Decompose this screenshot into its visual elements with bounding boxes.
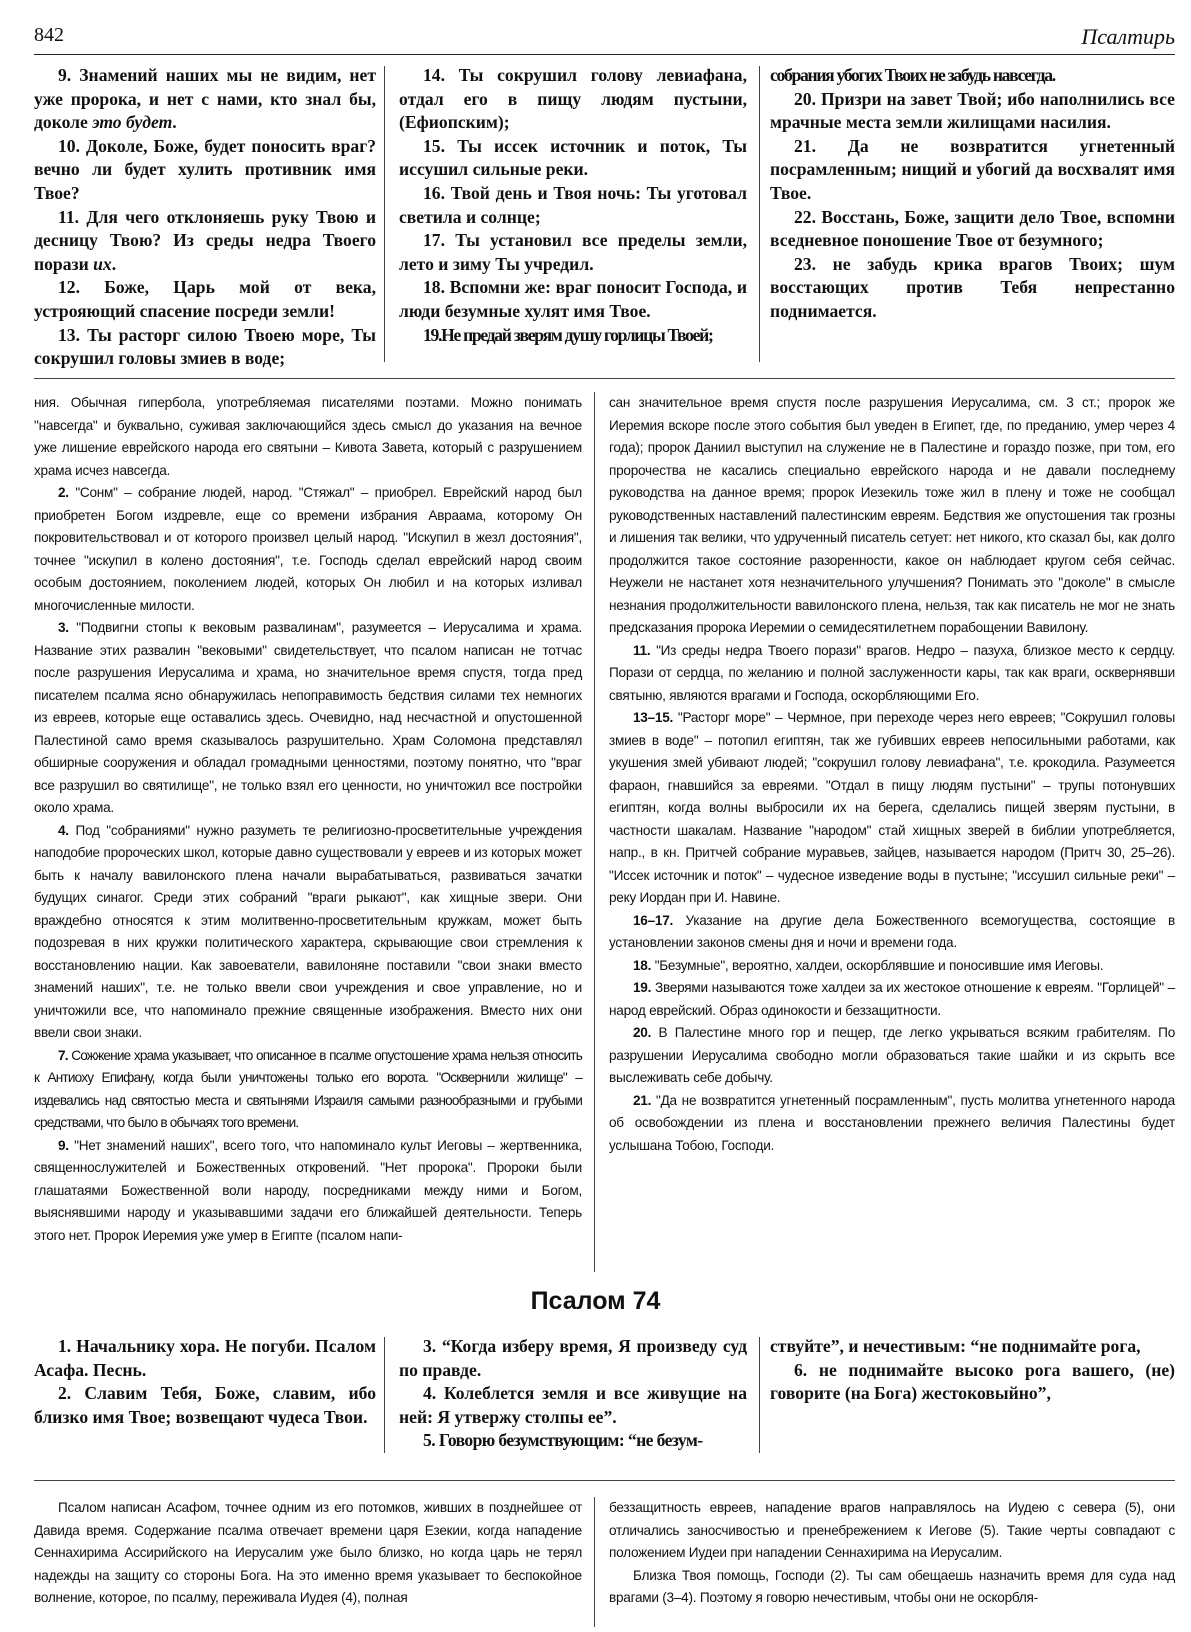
verse-column-1 xyxy=(34,64,384,369)
verse-column-2 xyxy=(385,1335,759,1455)
psalm-title: Псалом 74 xyxy=(530,1287,661,1315)
verse: 4. Колеблется земля и все живущие на ней: Я утвержу столпы ее”. xyxy=(399,1383,747,1427)
commentary-column-right xyxy=(595,392,1175,1272)
verse: 20. Призри на завет Твой; ибо наполнились все мрачные места земли жилищами насилия. xyxy=(770,88,1175,133)
section-divider xyxy=(34,378,1175,379)
psalm73-verses xyxy=(34,64,1176,369)
commentary-paragraph: 13–15. "Расторг море" – Чермное, при переходе через него евреев; "Сокрушил головы змиев в воде" – потопил египтян, так же губивших евреев непосильными работами, как укушения змей убивают людей; "сокрушил голову левиафана", т.е. крокодила. Разумеется фараон, гнавшийся за евреями. "Отдал в пищу людям пустыни" – трупы потонувших египтян, когда волны выбросили их на берега, сделались пищей зверям пустыни, в частности шакалам. Название "народом" стай хищных зверей в библии употребляется, напр., в кн. Притчей собрание муравьев, зайцев, называется народом (Притч 30, 25–26). "Иссек источник и поток" – чудесное изведение воды в пустыне; "иссушил сильные реки" – реку Иордан при И. Навине. xyxy=(609,710,1175,905)
verse: 23. не забудь крика врагов Твоих; шум восстающих против Тебя непрестанно поднимается. xyxy=(770,253,1175,321)
commentary-column-right xyxy=(595,1497,1175,1627)
commentary-paragraph: Псалом написан Асафом, точнее одним из его потомков, живших в позднейшее от Давида время. Содержание псалма отвечает времени царя Езекии, когда нападение Сеннахирима Ассирийского на Иерусалим уже было близко, но когда царь не терял надежды на защиту со стороны Бога. На это именно время указывает то беспокойное волнение, которое, по псалму, переживала Иудея (4), полная xyxy=(34,1500,582,1605)
verse-column-1 xyxy=(34,1335,384,1455)
verse: 11. Для чего отклоняешь руку Твою и десницу Твою? Из среды недра Твоего порази их. xyxy=(34,206,376,274)
commentary-paragraph: 2. "Сонм" – собрание людей, народ. "Стяжал" – приобрел. Еврейский народ был приобретен Богом издревле, еще со времени избрания Авраама, которому Он покровительствовал и от которого произвел целый народ. "Искупил в жезл достояния", точнее "искупил в колено достояния", т.е. Господь сделал еврейский народ своим особым достоянием, поколением людей, которых Он любил и на которых изливал многочисленные милости. xyxy=(34,485,582,613)
verse: 9. Знамений наших мы не видим, нет уже пророка, и нет с нами, кто знал бы, доколе это будет. xyxy=(34,65,376,133)
commentary-paragraph: ния. Обычная гипербола, употребляемая писателями поэтами. Можно понимать "навсегда" и буквально, суживая заключающийся здесь смысл до указания на вечное уже лишение еврейского народа его святыни – Кивота Завета, который с разрушением храма исчез навсегда. xyxy=(34,395,582,478)
verse: 19.Не предай зверям душу горлицы Твоей; xyxy=(423,324,713,345)
commentary-paragraph: 4. Под "собраниями" нужно разуметь те религиозно-просветительные учреждения наподобие пророческих школ, которые давно существовали у евреев и из которых может быть к началу вавилонского плена начали вырабатываться, развиваться зачатки будущих синагог. Среди этих собраний "враги рыкают", как хищные звери. Они враждебно относятся к этим молитвенно-просветительным кружкам, может быть подозревая в них кружки политического характера, скрывающие свои стремления к восстановлению нации. Как завоеватели, вавилоняне поставили "свои знаки вместо знамений наших", т.е. не только ввели свои учреждения и свое управление, но и уничтожили все, что напоминало прежние священные изображения. Вместо них они ввели свои знаки. xyxy=(34,822,582,1040)
commentary-paragraph: 21. "Да не возвратится угнетенный посрамленным", пусть молитва угнетенного народа об освобождении из плена и восстановлении прежнего величия Палестины будет услышана Тобою, Господи. xyxy=(609,1092,1175,1153)
verse: 5. Говорю безумствующим: “не безум- xyxy=(423,1430,703,1451)
commentary-paragraph: 18. "Безумные", вероятно, халдеи, оскорблявшие и поносившие имя Иеговы. xyxy=(633,957,1104,973)
commentary-paragraph: 7. Сожжение храма указывает, что описанное в псалме опустошение храма нельзя относить к Антиоху Епифану, когда были уничтожены только его ворота. "Осквернили жилище" – издевались над святостью места и святынями Израиля самыми разнообразными и грубыми средствами, что было в обычаях того времени. xyxy=(34,1047,582,1130)
verse: 3. “Когда изберу время, Я произведу суд по правде. xyxy=(399,1336,747,1380)
verse-column-3 xyxy=(760,64,1175,364)
running-title: Псалтирь xyxy=(1081,24,1175,49)
commentary-column-left xyxy=(34,392,594,1272)
verse: 15. Ты иссек источник и поток, Ты иссушил сильные реки. xyxy=(399,135,747,180)
verse: ствуйте”, и нечестивым: “не поднимайте рога, xyxy=(770,1336,1141,1356)
verse: 2. Славим Тебя, Боже, славим, ибо близко имя Твое; возвещают чудеса Твои. xyxy=(34,1383,376,1427)
commentary-paragraph: 11. "Из среды недра Твоего порази" врагов. Недро – пазуха, близкое место к сердцу. Порази от сердца, по желанию и полной заслуженности кары, так как враги, осквернявши святыню, являются врагами и Господа, оскорбляющими Его. xyxy=(609,642,1176,703)
verse: 14. Ты сокрушил голову левиафана, отдал его в пищу людям пустыни, (Ефиопским); xyxy=(399,65,747,133)
verse: 10. Доколе, Боже, будет поносить враг? вечно ли будет хулить противник имя Твое? xyxy=(34,135,377,203)
commentary-paragraph: сан значительное время спустя после разрушения Иерусалима, см. 3 ст.; пророк же Иеремия вскоре после этого события был уведен в Египет, где, по преданию, умер через 4 года); пророк Даниил выступил на служение не в Палестине и гораздо позже, при том, его пророчества не касались специально еврейского народа и не давали последнему руководства на данное время; пророк Иезекиль тоже жил в плену и тоже не сообщал руководственных наставлений палестинским евреям. Бедствия же опустошения так грозны и лишения так велики, что удрученный писатель сетует: нет никого, кто сказал бы, как долго продолжится такое состояние разоренности, какое он наблюдает кругом себя сейчас. Неужели не настанет хотя незначительного улучшения? Понимать это "доколе" в смысле незнания продолжительности вавилонского плена, нельзя, так как писатель не мог не знать предсказания пророка Иеремии о семидесятилетнем порабощении Вавилону. xyxy=(609,395,1175,635)
verse: 13. Ты расторг силою Твоею море, Ты сокрушил головы змиев в воде; xyxy=(34,324,376,369)
commentary-paragraph: 20. В Палестине много гор и пещер, где легко укрываться всяким грабителям. По разрушении Иерусалима свободно могли образоваться такие шайки и из скрыть все выслеживать себе добычу. xyxy=(609,1025,1176,1085)
commentary-paragraph: Близка Твоя помощь, Господи (2). Ты сам обещаешь назначить время для суда над врагами (3–4). Поэтому я говорю нечестивым, чтобы они не оскорбля- xyxy=(609,1567,1175,1605)
commentary-paragraph: 19. Зверями называются тоже халдеи за их жестокое отношение к евреям. "Горлицей" – народ еврейский. Образ одинокости и беззащитности. xyxy=(609,980,1175,1018)
verse: 21. Да не возвратится угнетенный посрамленным; нищий и убогий да восхвалят имя Твое. xyxy=(770,135,1175,203)
psalm74-commentary xyxy=(34,1497,1175,1627)
commentary-paragraph: 9. "Нет знамений наших", всего того, что напоминало культ Иеговы – жертвенника, священнослужителей и Божественных откровений. "Нет пророка". Пророки были глашатаями Божественной воли народу, посредниками между ними и Богом, выяснявшими народу и указывавшими задачи его ближайшей деятельности. Теперь этого нет. Пророк Иеремия уже умер в Египте (псалом напи- xyxy=(34,1137,582,1243)
commentary-column-left xyxy=(34,1497,594,1627)
commentary-paragraph: 16–17. Указание на другие дела Божественного всемогущества, состоящие в установлении законов смены дня и ночи и времени года. xyxy=(609,912,1175,950)
page-number: 842 xyxy=(34,24,64,46)
verse: 22. Восстань, Боже, защити дело Твое, вспомни вседневное поношение Твое от безумного; xyxy=(770,206,1176,251)
section-divider xyxy=(34,1480,1175,1481)
verse-column-3 xyxy=(760,1335,1175,1455)
verse: 6. не поднимайте высоко рога вашего, (не) говорите (на Бога) жестоковыйно”, xyxy=(770,1359,1175,1404)
commentary-paragraph: беззащитность евреев, нападение врагов направлялось на Иудею с севера (5), они отличались заносчивостью и пренебрежением к Иегове (5). Такие черты совпадают с положением Иудеи при нападении Сеннахирима на Иерусалим. xyxy=(609,1500,1175,1560)
verse: 12. Боже, Царь мой от века, устрояющий спасение посреди земли! xyxy=(34,277,376,321)
verse: 18. Вспомни же: враг поносит Господа, и люди безумные хулят имя Твое. xyxy=(399,277,747,321)
page-header xyxy=(34,22,1175,55)
psalm74-verses xyxy=(34,1335,1175,1455)
verse: 17. Ты установил все пределы земли, лето и зиму Ты учредил. xyxy=(399,230,748,274)
verse: собрания убогих Твоих не забудь навсегда. xyxy=(770,65,1055,85)
commentary-paragraph: 3. "Подвигни стопы к вековым развалинам", разумеется – Иерусалима и храма. Название этих развалин "вековыми" свидетельствует, что псалом написан не тотчас после разрушения Иерусалима и храма, но значительное время спустя, тогда пред писателем псалма ясно обнаружилась непоправимость бедствия силами тех немногих из евреев, которые еще оставались здесь. Очевидно, над несчастной и опустошенной Палестиной само время сказывалось разрушительно. Храм Соломона представлял обширные сооружения и обладал громадными ценностями, поэтому понятно, что "враг все разрушил во святилище", не только взял его ценности, но уничтожил все постройки около храма. xyxy=(34,620,583,815)
verse-column-2 xyxy=(385,64,759,364)
verse: 1. Начальнику хора. Не погуби. Псалом Асафа. Песнь. xyxy=(34,1336,376,1380)
psalm73-commentary xyxy=(34,392,1175,1272)
verse: 16. Твой день и Твоя ночь: Ты уготовал светила и солнце; xyxy=(399,182,748,227)
